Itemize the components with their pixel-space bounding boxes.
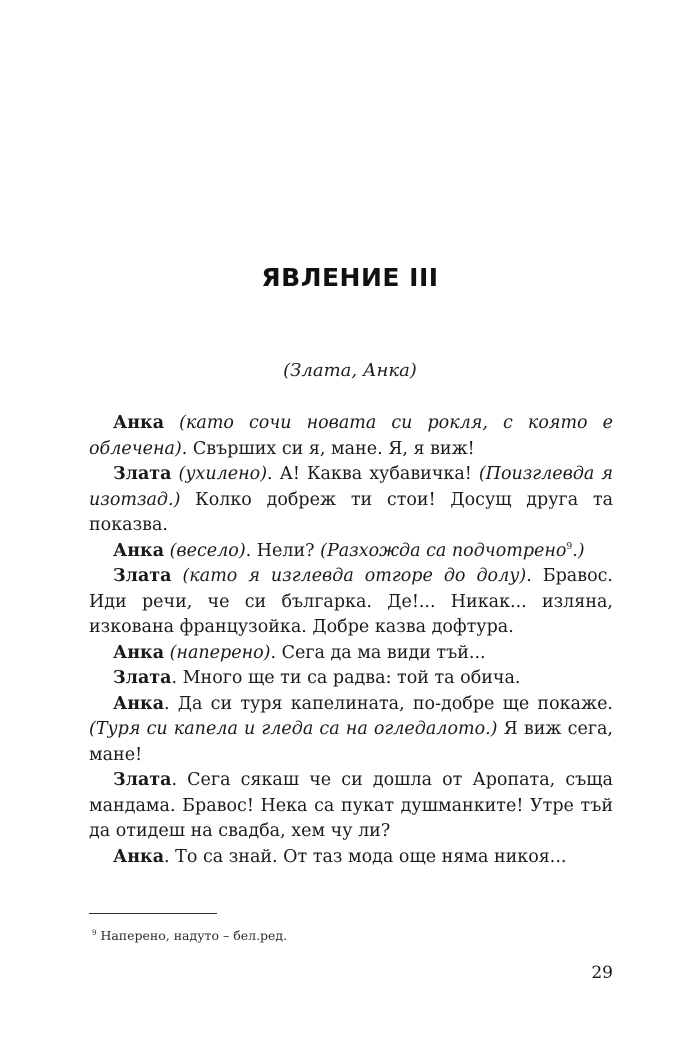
- spoken-text: . Бравос. Иди речи, че си българка. Де!... Никак... изляна, изкована французойка. Добре казва дофтура.: [89, 566, 613, 637]
- footnote: [92, 928, 287, 943]
- spoken-text: . Сега сякаш че си дошла от Аропата, съща мандама. Бравос! Нека са пукат душманките! Утре тъй да отидеш на свадба, хем чу ли?: [89, 770, 613, 841]
- spoken-text: . То са знай. От таз мода още няма никоя...: [164, 846, 567, 867]
- stage-direction: (Туря си капела и гледа са на огледалото.): [89, 719, 498, 739]
- spoken-text: . Много ще ти са радва: той та обича.: [171, 668, 521, 688]
- stage-direction: (весело): [164, 540, 246, 561]
- dialogue-line: [89, 564, 613, 641]
- spoken-text: . Нели?: [245, 540, 321, 561]
- dialogue-line: [89, 539, 613, 565]
- dialogue-line: [89, 462, 613, 539]
- characters-line: (Злата, Анка): [283, 360, 417, 381]
- footnote-ref: 9: [566, 541, 573, 552]
- speaker-name: Злата: [113, 464, 172, 484]
- spoken-text: . А! Каква хубавичка!: [267, 464, 479, 484]
- dialogue-line: [89, 666, 613, 692]
- spoken-text: Колко добреж ти стои! Досущ друга та показва.: [89, 489, 613, 535]
- footnote-text: Наперено, надуто – бел.ред.: [96, 928, 288, 943]
- stage-direction: (като я изглевда отгоре до долу): [171, 566, 527, 586]
- spoken-text: . Да си туря капелината, по-добре ще покаже.: [164, 693, 613, 714]
- dialogue-block: [89, 411, 613, 870]
- stage-direction: (Разхожда са подчотрено: [320, 540, 567, 561]
- dialogue-line: [89, 768, 613, 845]
- speaker-name: Анка: [113, 846, 165, 867]
- dialogue-line: [89, 411, 613, 462]
- dialogue-line: [89, 641, 613, 667]
- speaker-name: Анка: [113, 642, 165, 663]
- dialogue-line: [89, 692, 613, 769]
- speaker-name: Анка: [113, 413, 165, 433]
- stage-direction: (ухилено): [171, 464, 268, 484]
- stage-direction: (Поизглевда я изотзад.): [89, 464, 613, 510]
- stage-direction: (наперено): [164, 642, 271, 663]
- footnote-number: 9: [92, 928, 97, 937]
- stage-direction: .): [572, 540, 585, 561]
- page-number: 29: [591, 963, 613, 983]
- scene-title: ЯВЛЕНИЕ III: [261, 263, 439, 292]
- speaker-name: Злата: [113, 770, 172, 790]
- stage-direction: (като сочи новата си рокля, с която е облечена): [89, 413, 613, 459]
- speaker-name: Анка: [113, 693, 165, 714]
- dialogue-line: [89, 845, 613, 871]
- footnote-divider: [89, 913, 217, 914]
- speaker-name: Злата: [113, 566, 172, 586]
- speaker-name: Злата: [113, 668, 172, 688]
- speaker-name: Анка: [113, 540, 165, 561]
- spoken-text: Я виж сега, мане!: [89, 719, 613, 765]
- spoken-text: . Свърших си я, мане. Я, я виж!: [181, 438, 475, 459]
- spoken-text: . Сега да ма види тъй...: [270, 642, 486, 663]
